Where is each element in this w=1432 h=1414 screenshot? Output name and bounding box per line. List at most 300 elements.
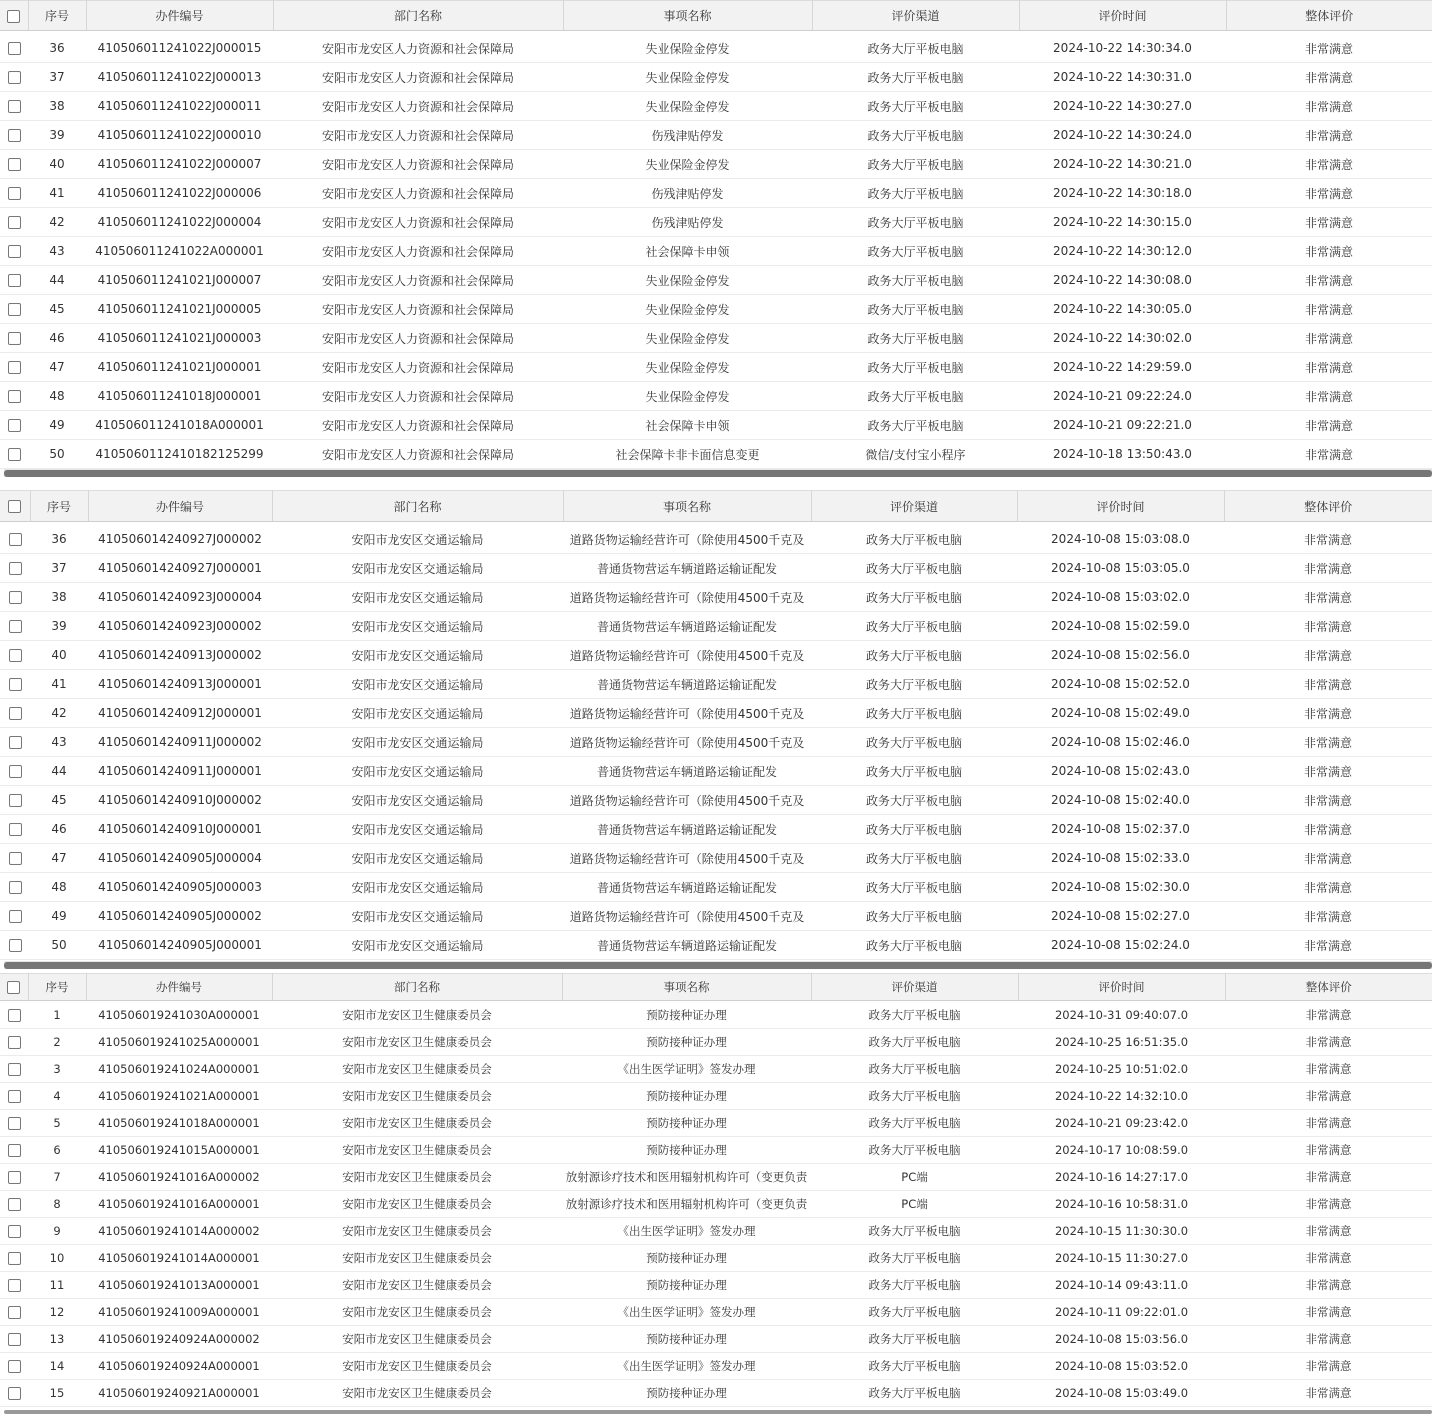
department-cell: 安阳市龙安区交通运输局 bbox=[272, 873, 563, 902]
eval-time-cell: 2024-10-22 14:30:05.0 bbox=[1019, 295, 1226, 324]
row-checkbox[interactable] bbox=[0, 670, 30, 699]
row-checkbox[interactable] bbox=[0, 1137, 28, 1164]
item-name-cell: 道路货物运输经营许可（除使用4500千克及 bbox=[563, 728, 811, 757]
row-checkbox[interactable] bbox=[0, 237, 28, 266]
department-cell: 安阳市龙安区人力资源和社会保障局 bbox=[273, 353, 563, 382]
table-row[interactable] bbox=[0, 815, 1432, 844]
channel-cell: 政务大厅平板电脑 bbox=[811, 1272, 1018, 1299]
item-name-cell: 道路货物运输经营许可（除使用4500千克及 bbox=[563, 641, 811, 670]
table-row[interactable] bbox=[0, 699, 1432, 728]
eval-time-cell: 2024-10-22 14:30:24.0 bbox=[1019, 121, 1226, 150]
table-row[interactable] bbox=[0, 1056, 1432, 1083]
item-name-cell: 社会保障卡申领 bbox=[563, 411, 812, 440]
overall-rating-cell: 非常满意 bbox=[1225, 1110, 1432, 1137]
table-row[interactable] bbox=[0, 237, 1432, 266]
table-row[interactable] bbox=[0, 670, 1432, 699]
eval-time-cell: 2024-10-08 15:02:33.0 bbox=[1017, 844, 1224, 873]
overall-rating-cell: 非常满意 bbox=[1226, 179, 1432, 208]
eval-time-cell: 2024-10-08 15:02:49.0 bbox=[1017, 699, 1224, 728]
row-checkbox[interactable] bbox=[0, 1029, 28, 1056]
overall-rating-cell: 非常满意 bbox=[1224, 554, 1432, 583]
eval-time-cell: 2024-10-11 09:22:01.0 bbox=[1018, 1299, 1225, 1326]
table-row[interactable] bbox=[0, 1299, 1432, 1326]
table-row[interactable] bbox=[0, 583, 1432, 612]
table-header-row bbox=[0, 491, 1432, 522]
col-header-channel[interactable]: 评价渠道 bbox=[811, 491, 1017, 522]
row-checkbox[interactable] bbox=[0, 208, 28, 237]
department-cell: 安阳市龙安区交通运输局 bbox=[272, 554, 563, 583]
table-row[interactable] bbox=[0, 844, 1432, 873]
index-cell: 39 bbox=[28, 121, 86, 150]
case-number-cell: 410506014240923J000002 bbox=[88, 612, 272, 641]
row-checkbox[interactable] bbox=[0, 902, 30, 931]
item-name-cell: 失业保险金停发 bbox=[563, 34, 812, 63]
case-number-cell: 410506019241014A000002 bbox=[86, 1218, 272, 1245]
index-cell: 3 bbox=[28, 1056, 86, 1083]
row-checkbox[interactable] bbox=[0, 931, 30, 960]
col-header-eval-time[interactable]: 评价时间 bbox=[1018, 974, 1225, 1001]
overall-rating-cell: 非常满意 bbox=[1224, 699, 1432, 728]
eval-time-cell: 2024-10-14 09:43:11.0 bbox=[1018, 1272, 1225, 1299]
index-cell: 49 bbox=[30, 902, 88, 931]
department-cell: 安阳市龙安区交通运输局 bbox=[272, 786, 563, 815]
row-checkbox[interactable] bbox=[0, 699, 30, 728]
channel-cell: 政务大厅平板电脑 bbox=[811, 699, 1017, 728]
eval-time-cell: 2024-10-22 14:30:21.0 bbox=[1019, 150, 1226, 179]
table-row[interactable] bbox=[0, 411, 1432, 440]
col-header-channel[interactable]: 评价渠道 bbox=[812, 1, 1019, 31]
evaluation-table-health bbox=[0, 973, 1432, 1414]
department-cell: 安阳市龙安区卫生健康委员会 bbox=[272, 1056, 562, 1083]
col-header-case-number[interactable]: 办件编号 bbox=[86, 1, 273, 31]
row-checkbox[interactable] bbox=[0, 641, 30, 670]
table-row[interactable] bbox=[0, 612, 1432, 641]
col-header-overall-rating[interactable]: 整体评价 bbox=[1226, 1, 1432, 31]
index-cell: 5 bbox=[28, 1110, 86, 1137]
col-header-department[interactable]: 部门名称 bbox=[273, 1, 563, 31]
row-checkbox[interactable] bbox=[0, 1191, 28, 1218]
case-number-cell: 410506011241022J000004 bbox=[86, 208, 273, 237]
col-header-department[interactable]: 部门名称 bbox=[272, 491, 563, 522]
col-header-department[interactable]: 部门名称 bbox=[272, 974, 562, 1001]
channel-cell: 政务大厅平板电脑 bbox=[811, 786, 1017, 815]
overall-rating-cell: 非常满意 bbox=[1224, 641, 1432, 670]
index-cell: 1 bbox=[28, 1002, 86, 1029]
table-row[interactable] bbox=[0, 757, 1432, 786]
case-number-cell: 410506011241021J000005 bbox=[86, 295, 273, 324]
eval-time-cell: 2024-10-22 14:30:27.0 bbox=[1019, 92, 1226, 121]
row-checkbox[interactable] bbox=[0, 179, 28, 208]
overall-rating-cell: 非常满意 bbox=[1226, 92, 1432, 121]
col-header-eval-time[interactable]: 评价时间 bbox=[1019, 1, 1226, 31]
item-name-cell: 道路货物运输经营许可（除使用4500千克及 bbox=[563, 786, 811, 815]
data-table bbox=[0, 490, 1432, 960]
item-name-cell: 道路货物运输经营许可（除使用4500千克及 bbox=[563, 699, 811, 728]
item-name-cell: 道路货物运输经营许可（除使用4500千克及 bbox=[563, 902, 811, 931]
table-row[interactable] bbox=[0, 266, 1432, 295]
eval-time-cell: 2024-10-08 15:02:30.0 bbox=[1017, 873, 1224, 902]
table-row[interactable] bbox=[0, 1218, 1432, 1245]
item-name-cell: 失业保险金停发 bbox=[563, 324, 812, 353]
index-cell: 37 bbox=[30, 554, 88, 583]
table-row[interactable] bbox=[0, 1137, 1432, 1164]
row-checkbox[interactable] bbox=[0, 34, 28, 63]
department-cell: 安阳市龙安区卫生健康委员会 bbox=[272, 1272, 562, 1299]
table-row[interactable] bbox=[0, 873, 1432, 902]
index-cell: 50 bbox=[30, 931, 88, 960]
case-number-cell: 410506019241024A000001 bbox=[86, 1056, 272, 1083]
table-row[interactable] bbox=[0, 63, 1432, 92]
overall-rating-cell: 非常满意 bbox=[1226, 440, 1432, 469]
case-number-cell: 410506014240927J000001 bbox=[88, 554, 272, 583]
row-checkbox[interactable] bbox=[0, 295, 28, 324]
col-header-index[interactable]: 序号 bbox=[28, 974, 86, 1001]
row-checkbox[interactable] bbox=[0, 1002, 28, 1029]
department-cell: 安阳市龙安区人力资源和社会保障局 bbox=[273, 92, 563, 121]
eval-time-cell: 2024-10-21 09:23:42.0 bbox=[1018, 1110, 1225, 1137]
table-row[interactable] bbox=[0, 1002, 1432, 1029]
department-cell: 安阳市龙安区卫生健康委员会 bbox=[272, 1083, 562, 1110]
row-checkbox[interactable] bbox=[0, 1056, 28, 1083]
case-number-cell: 410506014240913J000002 bbox=[88, 641, 272, 670]
row-checkbox[interactable] bbox=[0, 1326, 28, 1353]
index-cell: 12 bbox=[28, 1299, 86, 1326]
item-name-cell: 预防接种证办理 bbox=[562, 1029, 811, 1056]
row-checkbox[interactable] bbox=[0, 1245, 28, 1272]
col-header-overall-rating[interactable]: 整体评价 bbox=[1225, 974, 1432, 1001]
row-checkbox[interactable] bbox=[0, 815, 30, 844]
col-header-index[interactable]: 序号 bbox=[28, 1, 86, 31]
item-name-cell: 社会保障卡非卡面信息变更 bbox=[563, 440, 812, 469]
channel-cell: 政务大厅平板电脑 bbox=[811, 873, 1017, 902]
channel-cell: 政务大厅平板电脑 bbox=[811, 554, 1017, 583]
table-row[interactable] bbox=[0, 34, 1432, 63]
row-checkbox[interactable] bbox=[0, 757, 30, 786]
channel-cell: 政务大厅平板电脑 bbox=[811, 1002, 1018, 1029]
overall-rating-cell: 非常满意 bbox=[1225, 1218, 1432, 1245]
row-checkbox[interactable] bbox=[0, 1218, 28, 1245]
channel-cell: 政务大厅平板电脑 bbox=[811, 815, 1017, 844]
row-checkbox[interactable] bbox=[0, 1299, 28, 1326]
department-cell: 安阳市龙安区人力资源和社会保障局 bbox=[273, 150, 563, 179]
eval-time-cell: 2024-10-21 09:22:21.0 bbox=[1019, 411, 1226, 440]
row-checkbox[interactable] bbox=[0, 266, 28, 295]
item-name-cell: 《出生医学证明》签发办理 bbox=[562, 1218, 811, 1245]
index-cell: 8 bbox=[28, 1191, 86, 1218]
evaluation-table-hr bbox=[0, 0, 1432, 478]
department-cell: 安阳市龙安区交通运输局 bbox=[272, 699, 563, 728]
row-checkbox[interactable] bbox=[0, 1353, 28, 1380]
row-checkbox[interactable] bbox=[0, 121, 28, 150]
channel-cell: 政务大厅平板电脑 bbox=[811, 1110, 1018, 1137]
row-checkbox[interactable] bbox=[0, 353, 28, 382]
index-cell: 46 bbox=[30, 815, 88, 844]
select-all-checkbox[interactable] bbox=[0, 1, 28, 31]
table-row[interactable] bbox=[0, 931, 1432, 960]
item-name-cell: 放射源诊疗技术和医用辐射机构许可（变更负责 bbox=[562, 1164, 811, 1191]
row-checkbox[interactable] bbox=[0, 612, 30, 641]
department-cell: 安阳市龙安区交通运输局 bbox=[272, 583, 563, 612]
row-checkbox[interactable] bbox=[0, 92, 28, 121]
index-cell: 40 bbox=[30, 641, 88, 670]
overall-rating-cell: 非常满意 bbox=[1224, 902, 1432, 931]
case-number-cell: 410506014240910J000001 bbox=[88, 815, 272, 844]
row-checkbox[interactable] bbox=[0, 525, 30, 554]
overall-rating-cell: 非常满意 bbox=[1225, 1191, 1432, 1218]
row-checkbox[interactable] bbox=[0, 786, 30, 815]
channel-cell: 政务大厅平板电脑 bbox=[811, 1245, 1018, 1272]
horizontal-scrollbar[interactable] bbox=[4, 962, 1432, 969]
case-number-cell: 410506014240927J000002 bbox=[88, 525, 272, 554]
department-cell: 安阳市龙安区人力资源和社会保障局 bbox=[273, 324, 563, 353]
case-number-cell: 410506014240910J000002 bbox=[88, 786, 272, 815]
case-number-cell: 410506011241022J000015 bbox=[86, 34, 273, 63]
row-checkbox[interactable] bbox=[0, 324, 28, 353]
col-header-overall-rating[interactable]: 整体评价 bbox=[1224, 491, 1432, 522]
table-row[interactable] bbox=[0, 179, 1432, 208]
evaluation-table-transport bbox=[0, 490, 1432, 968]
row-checkbox[interactable] bbox=[0, 844, 30, 873]
channel-cell: 政务大厅平板电脑 bbox=[811, 1380, 1018, 1407]
col-header-item-name[interactable]: 事项名称 bbox=[562, 974, 811, 1001]
item-name-cell: 失业保险金停发 bbox=[563, 295, 812, 324]
case-number-cell: 410506014240905J000004 bbox=[88, 844, 272, 873]
channel-cell: 政务大厅平板电脑 bbox=[812, 150, 1019, 179]
col-header-item-name[interactable]: 事项名称 bbox=[563, 1, 812, 31]
col-header-case-number[interactable]: 办件编号 bbox=[88, 491, 272, 522]
channel-cell: 政务大厅平板电脑 bbox=[812, 411, 1019, 440]
case-number-cell: 410506011241022J000006 bbox=[86, 179, 273, 208]
row-checkbox[interactable] bbox=[0, 1272, 28, 1299]
case-number-cell: 410506019241025A000001 bbox=[86, 1029, 272, 1056]
col-header-case-number[interactable]: 办件编号 bbox=[86, 974, 272, 1001]
item-name-cell: 普通货物营运车辆道路运输证配发 bbox=[563, 554, 811, 583]
horizontal-scrollbar[interactable] bbox=[4, 1410, 1432, 1414]
department-cell: 安阳市龙安区人力资源和社会保障局 bbox=[273, 121, 563, 150]
table-row[interactable] bbox=[0, 353, 1432, 382]
horizontal-scrollbar[interactable] bbox=[4, 470, 1432, 477]
case-number-cell: 410506011241018J000001 bbox=[86, 382, 273, 411]
case-number-cell: 410506019241013A000001 bbox=[86, 1272, 272, 1299]
department-cell: 安阳市龙安区卫生健康委员会 bbox=[272, 1218, 562, 1245]
overall-rating-cell: 非常满意 bbox=[1224, 786, 1432, 815]
col-header-index[interactable]: 序号 bbox=[30, 491, 88, 522]
row-checkbox[interactable] bbox=[0, 1083, 28, 1110]
eval-time-cell: 2024-10-16 10:58:31.0 bbox=[1018, 1191, 1225, 1218]
index-cell: 40 bbox=[28, 150, 86, 179]
overall-rating-cell: 非常满意 bbox=[1225, 1272, 1432, 1299]
row-checkbox[interactable] bbox=[0, 554, 30, 583]
row-checkbox[interactable] bbox=[0, 440, 28, 469]
overall-rating-cell: 非常满意 bbox=[1225, 1056, 1432, 1083]
department-cell: 安阳市龙安区卫生健康委员会 bbox=[272, 1245, 562, 1272]
case-number-cell: 410506019241015A000001 bbox=[86, 1137, 272, 1164]
table-row[interactable] bbox=[0, 92, 1432, 121]
data-table bbox=[0, 973, 1432, 1407]
case-number-cell: 410506011241022J000010 bbox=[86, 121, 273, 150]
channel-cell: 政务大厅平板电脑 bbox=[811, 641, 1017, 670]
index-cell: 47 bbox=[28, 353, 86, 382]
row-checkbox[interactable] bbox=[0, 150, 28, 179]
row-checkbox[interactable] bbox=[0, 1380, 28, 1407]
department-cell: 安阳市龙安区交通运输局 bbox=[272, 728, 563, 757]
case-number-cell: 410506019241030A000001 bbox=[86, 1002, 272, 1029]
eval-time-cell: 2024-10-22 14:30:08.0 bbox=[1019, 266, 1226, 295]
index-cell: 10 bbox=[28, 1245, 86, 1272]
index-cell: 38 bbox=[30, 583, 88, 612]
index-cell: 43 bbox=[30, 728, 88, 757]
overall-rating-cell: 非常满意 bbox=[1226, 237, 1432, 266]
case-number-cell: 410506011241022J000007 bbox=[86, 150, 273, 179]
channel-cell: 政务大厅平板电脑 bbox=[811, 902, 1017, 931]
department-cell: 安阳市龙安区交通运输局 bbox=[272, 641, 563, 670]
index-cell: 4 bbox=[28, 1083, 86, 1110]
table-row[interactable] bbox=[0, 641, 1432, 670]
channel-cell: PC端 bbox=[811, 1164, 1018, 1191]
item-name-cell: 预防接种证办理 bbox=[562, 1137, 811, 1164]
item-name-cell: 社会保障卡申领 bbox=[563, 237, 812, 266]
eval-time-cell: 2024-10-17 10:08:59.0 bbox=[1018, 1137, 1225, 1164]
department-cell: 安阳市龙安区人力资源和社会保障局 bbox=[273, 63, 563, 92]
row-checkbox[interactable] bbox=[0, 382, 28, 411]
eval-time-cell: 2024-10-18 13:50:43.0 bbox=[1019, 440, 1226, 469]
item-name-cell: 失业保险金停发 bbox=[563, 266, 812, 295]
table-row[interactable] bbox=[0, 1110, 1432, 1137]
row-checkbox[interactable] bbox=[0, 63, 28, 92]
case-number-cell: 410506019240924A000001 bbox=[86, 1353, 272, 1380]
index-cell: 6 bbox=[28, 1137, 86, 1164]
department-cell: 安阳市龙安区交通运输局 bbox=[272, 902, 563, 931]
case-number-cell: 410506019241014A000001 bbox=[86, 1245, 272, 1272]
eval-time-cell: 2024-10-22 14:30:34.0 bbox=[1019, 34, 1226, 63]
col-header-eval-time[interactable]: 评价时间 bbox=[1017, 491, 1224, 522]
eval-time-cell: 2024-10-15 11:30:30.0 bbox=[1018, 1218, 1225, 1245]
channel-cell: 政务大厅平板电脑 bbox=[811, 1083, 1018, 1110]
select-all-checkbox[interactable] bbox=[0, 974, 28, 1001]
channel-cell: 政务大厅平板电脑 bbox=[811, 931, 1017, 960]
item-name-cell: 普通货物营运车辆道路运输证配发 bbox=[563, 612, 811, 641]
overall-rating-cell: 非常满意 bbox=[1226, 324, 1432, 353]
table-row[interactable] bbox=[0, 324, 1432, 353]
eval-time-cell: 2024-10-08 15:02:52.0 bbox=[1017, 670, 1224, 699]
channel-cell: 政务大厅平板电脑 bbox=[812, 121, 1019, 150]
table-row[interactable] bbox=[0, 382, 1432, 411]
department-cell: 安阳市龙安区卫生健康委员会 bbox=[272, 1191, 562, 1218]
eval-time-cell: 2024-10-22 14:30:02.0 bbox=[1019, 324, 1226, 353]
channel-cell: 政务大厅平板电脑 bbox=[812, 63, 1019, 92]
select-all-checkbox[interactable] bbox=[0, 491, 30, 522]
table-row[interactable] bbox=[0, 1272, 1432, 1299]
overall-rating-cell: 非常满意 bbox=[1225, 1002, 1432, 1029]
eval-time-cell: 2024-10-22 14:30:15.0 bbox=[1019, 208, 1226, 237]
row-checkbox[interactable] bbox=[0, 1164, 28, 1191]
case-number-cell: 410506014240923J000004 bbox=[88, 583, 272, 612]
table-row[interactable] bbox=[0, 295, 1432, 324]
table-row[interactable] bbox=[0, 1245, 1432, 1272]
table-row[interactable] bbox=[0, 440, 1432, 469]
index-cell: 9 bbox=[28, 1218, 86, 1245]
overall-rating-cell: 非常满意 bbox=[1226, 63, 1432, 92]
col-header-channel[interactable]: 评价渠道 bbox=[811, 974, 1018, 1001]
eval-time-cell: 2024-10-15 11:30:27.0 bbox=[1018, 1245, 1225, 1272]
channel-cell: 政务大厅平板电脑 bbox=[812, 92, 1019, 121]
table-row[interactable] bbox=[0, 1380, 1432, 1407]
table-row[interactable] bbox=[0, 1164, 1432, 1191]
table-row[interactable] bbox=[0, 1353, 1432, 1380]
case-number-cell: 410506011241018A000001 bbox=[86, 411, 273, 440]
col-header-item-name[interactable]: 事项名称 bbox=[563, 491, 811, 522]
case-number-cell: 410506014240912J000001 bbox=[88, 699, 272, 728]
table-row[interactable] bbox=[0, 525, 1432, 554]
overall-rating-cell: 非常满意 bbox=[1224, 728, 1432, 757]
item-name-cell: 道路货物运输经营许可（除使用4500千克及 bbox=[563, 583, 811, 612]
table-row[interactable] bbox=[0, 150, 1432, 179]
eval-time-cell: 2024-10-08 15:02:37.0 bbox=[1017, 815, 1224, 844]
table-row[interactable] bbox=[0, 121, 1432, 150]
department-cell: 安阳市龙安区人力资源和社会保障局 bbox=[273, 382, 563, 411]
item-name-cell: 《出生医学证明》签发办理 bbox=[562, 1056, 811, 1083]
channel-cell: 政务大厅平板电脑 bbox=[812, 382, 1019, 411]
case-number-cell: 410506019240924A000002 bbox=[86, 1326, 272, 1353]
eval-time-cell: 2024-10-22 14:30:31.0 bbox=[1019, 63, 1226, 92]
index-cell: 41 bbox=[28, 179, 86, 208]
overall-rating-cell: 非常满意 bbox=[1226, 150, 1432, 179]
channel-cell: 政务大厅平板电脑 bbox=[812, 179, 1019, 208]
table-row[interactable] bbox=[0, 1191, 1432, 1218]
table-row[interactable] bbox=[0, 554, 1432, 583]
row-checkbox[interactable] bbox=[0, 728, 30, 757]
channel-cell: 政务大厅平板电脑 bbox=[812, 324, 1019, 353]
row-checkbox[interactable] bbox=[0, 873, 30, 902]
channel-cell: 政务大厅平板电脑 bbox=[811, 525, 1017, 554]
table-row[interactable] bbox=[0, 786, 1432, 815]
department-cell: 安阳市龙安区卫生健康委员会 bbox=[272, 1137, 562, 1164]
overall-rating-cell: 非常满意 bbox=[1225, 1164, 1432, 1191]
row-checkbox[interactable] bbox=[0, 1110, 28, 1137]
index-cell: 44 bbox=[28, 266, 86, 295]
table-row[interactable] bbox=[0, 902, 1432, 931]
eval-time-cell: 2024-10-08 15:02:27.0 bbox=[1017, 902, 1224, 931]
overall-rating-cell: 非常满意 bbox=[1224, 525, 1432, 554]
table-row[interactable] bbox=[0, 1029, 1432, 1056]
eval-time-cell: 2024-10-31 09:40:07.0 bbox=[1018, 1002, 1225, 1029]
item-name-cell: 失业保险金停发 bbox=[563, 353, 812, 382]
department-cell: 安阳市龙安区人力资源和社会保障局 bbox=[273, 34, 563, 63]
row-checkbox[interactable] bbox=[0, 411, 28, 440]
item-name-cell: 失业保险金停发 bbox=[563, 150, 812, 179]
overall-rating-cell: 非常满意 bbox=[1224, 931, 1432, 960]
overall-rating-cell: 非常满意 bbox=[1226, 208, 1432, 237]
item-name-cell: 预防接种证办理 bbox=[562, 1326, 811, 1353]
eval-time-cell: 2024-10-08 15:03:08.0 bbox=[1017, 525, 1224, 554]
channel-cell: 政务大厅平板电脑 bbox=[812, 266, 1019, 295]
eval-time-cell: 2024-10-08 15:03:05.0 bbox=[1017, 554, 1224, 583]
row-checkbox[interactable] bbox=[0, 583, 30, 612]
table-row[interactable] bbox=[0, 728, 1432, 757]
table-row[interactable] bbox=[0, 208, 1432, 237]
channel-cell: 政务大厅平板电脑 bbox=[811, 844, 1017, 873]
index-cell: 43 bbox=[28, 237, 86, 266]
overall-rating-cell: 非常满意 bbox=[1225, 1299, 1432, 1326]
item-name-cell: 预防接种证办理 bbox=[562, 1272, 811, 1299]
department-cell: 安阳市龙安区人力资源和社会保障局 bbox=[273, 237, 563, 266]
table-row[interactable] bbox=[0, 1326, 1432, 1353]
case-number-cell: 410506011241021J000003 bbox=[86, 324, 273, 353]
item-name-cell: 普通货物营运车辆道路运输证配发 bbox=[563, 670, 811, 699]
index-cell: 38 bbox=[28, 92, 86, 121]
channel-cell: 政务大厅平板电脑 bbox=[811, 1137, 1018, 1164]
table-row[interactable] bbox=[0, 1083, 1432, 1110]
